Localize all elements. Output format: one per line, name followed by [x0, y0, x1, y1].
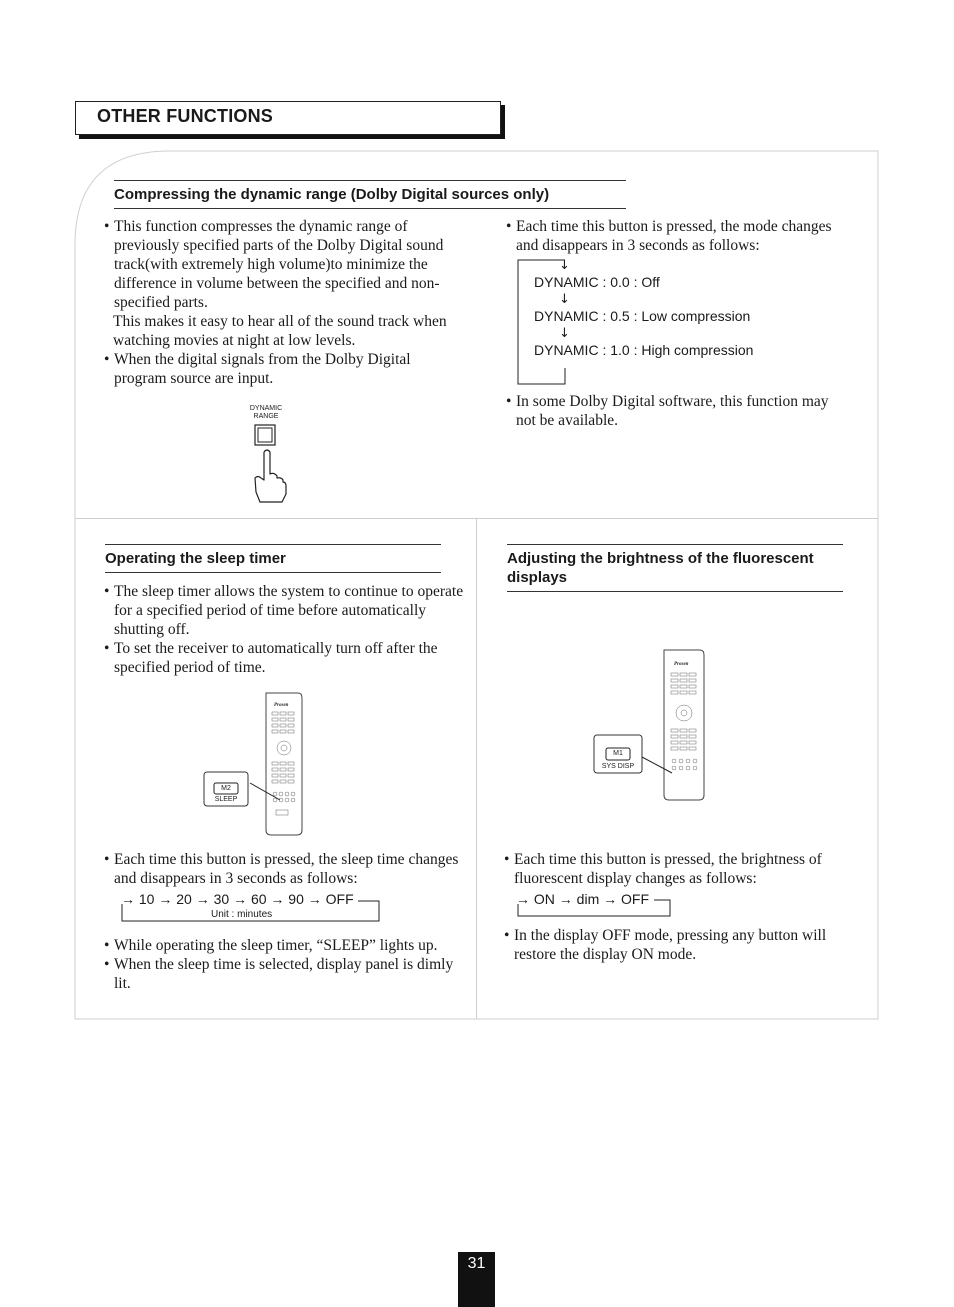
sleep-section-title: Operating the sleep timer [105, 544, 441, 573]
mode-line-2: DYNAMIC : 0.5 : Low compression [534, 308, 751, 324]
brightness-sequence: → ON → dim → OFF [516, 891, 649, 907]
sleep-callout-label: SLEEP [214, 796, 238, 803]
brightness-section-title: Adjusting the brightness of the fluorescent displays [507, 544, 843, 592]
dynamic-range-button-icon [248, 422, 292, 504]
vertical-divider [476, 518, 477, 1019]
sleep-bullet-3: • Each time this button is pressed, the sleep time changes and disappears in 3 seconds as follows: [104, 850, 464, 888]
dynamic-bullet-1: • This function compresses the dynamic range of previously specified parts of the Dolby Digital sound track(with extremely high volume)to minimize the difference in volume between the specified and non-specified parts. [104, 217, 464, 312]
page-number-box [458, 1252, 495, 1307]
sleep-sequence: → 10 → 20 → 30 → 60 → 90 → OFF [121, 891, 354, 907]
mode-line-3: DYNAMIC : 1.0 : High compression [534, 342, 754, 358]
page-number: 31 [467, 1255, 486, 1272]
remote-brand: Prosen [674, 662, 689, 667]
brightness-text-1 [504, 850, 849, 888]
brightness-callout-label: SYS DISP [601, 763, 635, 770]
dynamic-range-button-label [236, 405, 296, 421]
remote-brand: Prosen [274, 703, 289, 708]
brightness-bullet-2: • In the display OFF mode, pressing any button will restore the display ON mode. [504, 926, 849, 964]
brightness-text-2 [504, 926, 849, 964]
sleep-unit: Unit : minutes [211, 909, 273, 920]
sleep-text-1 [104, 582, 464, 677]
section-header-title: OTHER FUNCTIONS [97, 106, 273, 126]
brightness-callout-button: M1 [613, 750, 623, 757]
dynamic-right-text-1 [506, 217, 851, 255]
sleep-text-2 [104, 850, 464, 888]
dynamic-right-bullet-2: • In some Dolby Digital software, this function may not be available. [506, 392, 851, 430]
sleep-bullet-1: • The sleep timer allows the system to continue to operate for a specified period of time before automatically shutting off. [104, 582, 464, 639]
arrow-down-icon: ↓ [559, 258, 570, 273]
arrow-down-icon: ↓ [559, 326, 570, 341]
sleep-bullet-5: • When the sleep time is selected, display panel is dimly lit. [104, 955, 464, 993]
arrow-down-icon: ↓ [559, 292, 570, 307]
dynamic-left-text [104, 217, 464, 388]
mode-line-1: DYNAMIC : 0.0 : Off [534, 274, 660, 290]
sleep-text-3 [104, 936, 464, 993]
dynamic-section-title: Compressing the dynamic range (Dolby Digital sources only) [114, 180, 626, 209]
dynamic-bullet-1-continued: This makes it easy to hear all of the sound track when watching movies at night at low levels. [113, 313, 447, 349]
sleep-callout-button: M2 [221, 785, 231, 792]
remote-sleep-labels [200, 690, 310, 840]
sleep-bullet-2: • To set the receiver to automatically turn off after the specified period of time. [104, 639, 464, 677]
dynamic-right-text-2 [506, 392, 851, 430]
remote-brightness-labels [590, 645, 710, 805]
dynamic-bullet-2: • When the digital signals from the Dolby Digital program source are input. [104, 350, 464, 388]
dynamic-right-bullet-1: • Each time this button is pressed, the mode changes and disappears in 3 seconds as follows: [506, 217, 851, 255]
brightness-bullet-1: • Each time this button is pressed, the brightness of fluorescent display changes as follows: [504, 850, 849, 888]
button-label-line-1: DYNAMIC [249, 405, 283, 412]
sleep-bullet-4: • While operating the sleep timer, “SLEEP” lights up. [104, 936, 464, 955]
button-label-line-2: RANGE [253, 413, 279, 420]
